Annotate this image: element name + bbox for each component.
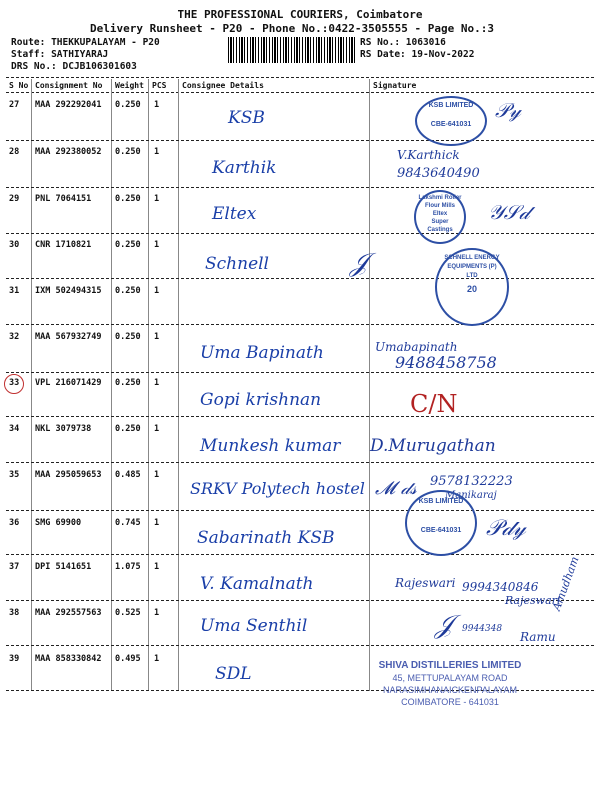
sig-38-name2: Amudham [550, 554, 582, 613]
row-weight: 0.250 [115, 100, 141, 110]
row-sno: 38 [9, 608, 20, 618]
row-weight: 0.485 [115, 470, 141, 480]
barcode [228, 37, 356, 63]
col-signature: Signature [373, 81, 417, 90]
row-weight: 0.250 [115, 378, 141, 388]
staff-value: SATHIYARAJ [51, 49, 109, 60]
row-consignee: V. Kamalnath [200, 574, 314, 594]
rs-date-label: RS Date: [360, 49, 406, 60]
row-sno: 27 [9, 100, 20, 110]
row-pcs: 1 [154, 100, 160, 110]
row-consignment: MAA 292557563 [35, 608, 102, 618]
row-rule [6, 462, 594, 463]
row-consignee: Uma Senthil [200, 616, 308, 636]
row-pcs: 1 [154, 286, 160, 296]
row-consignment: VPL 216071429 [35, 378, 102, 388]
row-weight: 0.250 [115, 147, 141, 157]
schnell-stamp-code: 20 [466, 284, 477, 294]
signature-scribble-38: 𝒥 [435, 610, 453, 640]
shiva-stamp-line2: 45, METTUPALAYAM ROAD [392, 673, 508, 683]
row-weight: 0.250 [115, 332, 141, 342]
route-label: Route: [11, 37, 46, 48]
row-rule [6, 187, 594, 188]
row-consignee: Karthik [212, 158, 277, 178]
row-sno: 39 [9, 654, 20, 664]
row-consignment: DPI 5141651 [35, 562, 92, 572]
col-consignment: Consignment No [35, 81, 103, 90]
ksb-stamp-2 [405, 490, 477, 556]
row-consignment: MAA 292292041 [35, 100, 102, 110]
sig-35-phone: 9578132223 [430, 474, 513, 489]
row-weight: 0.250 [115, 240, 141, 250]
sig-32-phone: 9488458758 [395, 353, 497, 372]
sig-38-phone: 9944348 [462, 624, 503, 634]
row-weight: 0.250 [115, 424, 141, 434]
row-rule [6, 554, 594, 555]
row-consignment: PNL 7064151 [35, 194, 92, 204]
row-consignee: SDL [215, 664, 252, 684]
eltex-stamp [414, 190, 466, 244]
row-consignee: Eltex [212, 204, 257, 224]
row-sno: 35 [9, 470, 20, 480]
row-sno: 36 [9, 518, 20, 528]
rs-no-line [360, 37, 446, 48]
row-pcs: 1 [154, 424, 160, 434]
drs-value: DCJB106301603 [62, 61, 137, 72]
drs-label: DRS No.: [11, 61, 57, 72]
schnell-stamp [435, 248, 509, 326]
col-weight: Weight [115, 81, 144, 90]
row-sno: 28 [9, 147, 20, 157]
row-consignment: MAA 295059653 [35, 470, 102, 480]
company-title: THE PROFESSIONAL COURIERS, Coimbatore [177, 8, 423, 21]
row-consignee: Uma Bapinath [200, 343, 324, 363]
row-consignee: Gopi krishnan [200, 390, 322, 410]
row-rule [6, 510, 594, 511]
sig-37-name2: Rajeswari [505, 594, 561, 607]
row-consignee: KSB [228, 108, 265, 128]
drs-line [11, 61, 137, 72]
route-value: THEKKUPALAYAM - P20 [51, 37, 160, 48]
row-rule [6, 233, 594, 234]
eltex-stamp-line1: Eltex [432, 211, 448, 217]
row-weight: 1.075 [115, 562, 141, 572]
row-pcs: 1 [154, 654, 160, 664]
col-pcs: PCS [152, 81, 167, 90]
row-consignee: Sabarinath KSB [197, 528, 335, 548]
row-rule [6, 372, 594, 373]
eltex-stamp-top: Lakshmi Roller Flour Mills [418, 195, 462, 209]
shiva-stamp-line4: COIMBATORE - 641031 [401, 697, 499, 707]
col-sno: S No [9, 81, 29, 90]
row-consignment: MAA 567932749 [35, 332, 102, 342]
row-pcs: 1 [154, 194, 160, 204]
row-consignment: IXM 502494315 [35, 286, 102, 296]
row-consignment: MAA 292380052 [35, 147, 102, 157]
row-sno: 29 [9, 194, 20, 204]
ksb-stamp-code: CBE-641031 [430, 121, 472, 128]
col-consignee: Consignee Details [182, 81, 264, 90]
ksb-stamp-2-top: KSB LIMITED [418, 498, 464, 505]
row-sno: 32 [9, 332, 20, 342]
header-bottom-rule [6, 92, 594, 93]
row-weight: 0.745 [115, 518, 141, 528]
signature-scribble-35: 𝓜 𝒹𝓈 [375, 478, 417, 499]
row-consignment: MAA 858330842 [35, 654, 102, 664]
sig-34-name: D.Murugathan [370, 436, 496, 456]
row-rule [6, 324, 594, 325]
header-top-rule [6, 77, 594, 78]
row-weight: 0.495 [115, 654, 141, 664]
row-sno: 33 [9, 378, 20, 388]
sig-32-name: Umabapinath [375, 340, 458, 354]
row-weight: 0.525 [115, 608, 141, 618]
row-pcs: 1 [154, 332, 160, 342]
row-pcs: 1 [154, 562, 160, 572]
row-consignee: Schnell [205, 254, 269, 274]
sig-37-phone: 9994340846 [462, 580, 539, 594]
row-pcs: 1 [154, 240, 160, 250]
row-consignment: NKL 3079738 [35, 424, 92, 434]
row-weight: 0.250 [115, 286, 141, 296]
ksb-stamp-2-code: CBE-641031 [420, 527, 462, 534]
row-weight: 0.250 [115, 194, 141, 204]
staff-line [11, 49, 108, 60]
rs-no-label: RS No.: [360, 37, 401, 48]
rs-no-value: 1063016 [405, 37, 446, 48]
sig-28-phone: 9843640490 [397, 166, 480, 181]
ksb-stamp-top: KSB LIMITED [428, 102, 474, 109]
sig-38-name: Ramu [520, 630, 556, 644]
signature-scribble-30: 𝒥 [350, 248, 368, 278]
row-sno: 34 [9, 424, 20, 434]
eltex-stamp-line2: Super [431, 219, 449, 225]
shiva-stamp-line3: NARASIMHANAICKENPALAYAM [382, 685, 518, 695]
row-pcs: 1 [154, 470, 160, 480]
row-consignee: SRKV Polytech hostel [190, 479, 365, 498]
row-consignment: CNR 1710821 [35, 240, 92, 250]
row-rule [6, 140, 594, 141]
sig-28-name: V.Karthick [397, 148, 460, 162]
row-sno: 37 [9, 562, 20, 572]
row-consignment: SMG 69900 [35, 518, 82, 528]
row-pcs: 1 [154, 378, 160, 388]
row-rule [6, 645, 594, 646]
row-pcs: 1 [154, 147, 160, 157]
schnell-stamp-text: SCHNELL ENERGY EQUIPMENTS (P) LTD [444, 255, 500, 279]
row-pcs: 1 [154, 608, 160, 618]
row-sno: 31 [9, 286, 20, 296]
signature-scribble-29: 𝒴𝒮𝒹 [488, 200, 530, 224]
ksb-stamp [415, 96, 487, 146]
eltex-stamp-line3: Castings [427, 227, 453, 233]
shiva-stamp-line1: SHIVA DISTILLERIES LIMITED [378, 660, 522, 671]
sig-37-name: Rajeswari [395, 576, 456, 590]
rs-date-value: 19-Nov-2022 [411, 49, 475, 60]
cn-note: C/N [410, 390, 458, 418]
row-consignee: Munkesh kumar [200, 436, 341, 456]
runsheet-title: Delivery Runsheet - P20 - Phone No.:0422-3505555 - Page No.:3 [90, 22, 494, 35]
row-sno: 30 [9, 240, 20, 250]
signature-scribble-27: 𝒫𝓎 [495, 98, 522, 122]
signature-scribble-36: 𝒫𝒹𝓎 [486, 516, 526, 541]
row-pcs: 1 [154, 518, 160, 528]
staff-label: Staff: [11, 49, 46, 60]
rs-date-line [360, 49, 474, 60]
row-rule [6, 416, 594, 417]
sig-35-name: Manikaraj [445, 490, 497, 501]
route-line [11, 37, 160, 48]
